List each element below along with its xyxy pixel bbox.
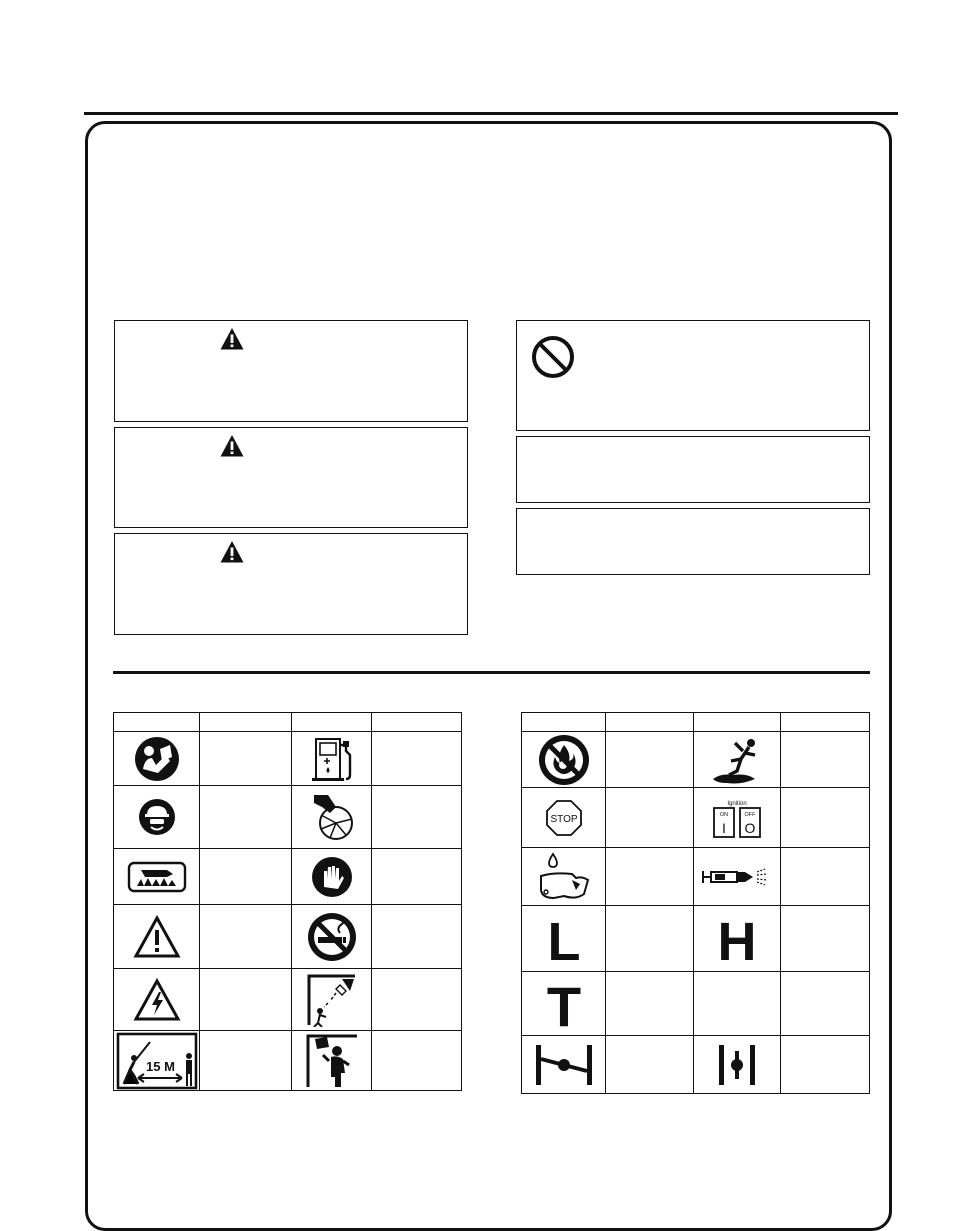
letter-t: T <box>546 977 581 1030</box>
keep-distance-15m-icon <box>116 1032 198 1090</box>
stop-sign-icon <box>545 799 583 837</box>
table-row <box>522 906 870 972</box>
right-symbol-table <box>521 712 870 1094</box>
electric-shock-icon <box>133 978 181 1022</box>
off-glyph: O <box>744 819 756 836</box>
ignition-label: Ignition <box>727 800 747 807</box>
table-row <box>114 969 462 1031</box>
letter-t-icon <box>544 978 584 1030</box>
table-row <box>114 732 462 786</box>
hot-surface-hand-icon <box>127 860 187 894</box>
no-open-flame-icon <box>537 733 591 787</box>
top-rule <box>84 112 898 115</box>
rotating-blade-hand-icon <box>306 791 358 843</box>
table-row <box>114 849 462 905</box>
left-symbol-table <box>113 712 462 1091</box>
stop-label: STOP <box>549 813 578 825</box>
ignition-switch-icon <box>711 797 763 839</box>
falling-objects-icon <box>306 973 358 1027</box>
warning-box-1 <box>114 320 468 422</box>
table-row <box>114 786 462 849</box>
note-box-1 <box>516 436 870 503</box>
warning-triangle-icon <box>219 326 245 352</box>
off-label: OFF <box>744 811 756 818</box>
no-smoking-icon <box>306 911 358 963</box>
table-row <box>522 732 870 788</box>
section-divider <box>113 671 870 674</box>
letter-h: H <box>717 913 757 964</box>
letter-l: L <box>547 913 580 964</box>
table-row <box>114 905 462 969</box>
table-row <box>114 1031 462 1091</box>
head-protection-icon <box>137 797 177 837</box>
thrown-objects-icon <box>305 1033 359 1089</box>
warning-box-3 <box>114 533 468 635</box>
gloves-icon <box>310 855 354 899</box>
warning-triangle-icon <box>133 915 181 959</box>
prohibited-icon <box>530 334 576 380</box>
fuel-oil-mix-icon <box>536 852 592 902</box>
warning-triangle-icon <box>219 433 245 459</box>
table-header-row <box>114 713 462 732</box>
refuel-icon <box>310 735 354 783</box>
letter-h-icon <box>715 914 759 964</box>
table-row <box>522 1036 870 1094</box>
warning-triangle-icon <box>219 539 245 565</box>
read-manual-icon <box>132 735 182 783</box>
warning-box-2 <box>114 427 468 528</box>
note-box-2 <box>516 508 870 575</box>
letter-l-icon <box>544 914 584 964</box>
table-row <box>522 788 870 848</box>
table-header-row <box>522 713 870 732</box>
slippery-surface-icon <box>707 735 767 785</box>
on-glyph: I <box>722 819 726 836</box>
primer-bulb-icon <box>701 867 773 887</box>
table-row <box>522 848 870 906</box>
choke-open-icon <box>705 1043 769 1087</box>
choke-closed-icon <box>532 1043 596 1087</box>
table-row <box>522 972 870 1036</box>
distance-label: 15 M <box>145 1058 175 1074</box>
on-label: ON <box>719 811 729 818</box>
prohibition-box <box>516 320 870 431</box>
